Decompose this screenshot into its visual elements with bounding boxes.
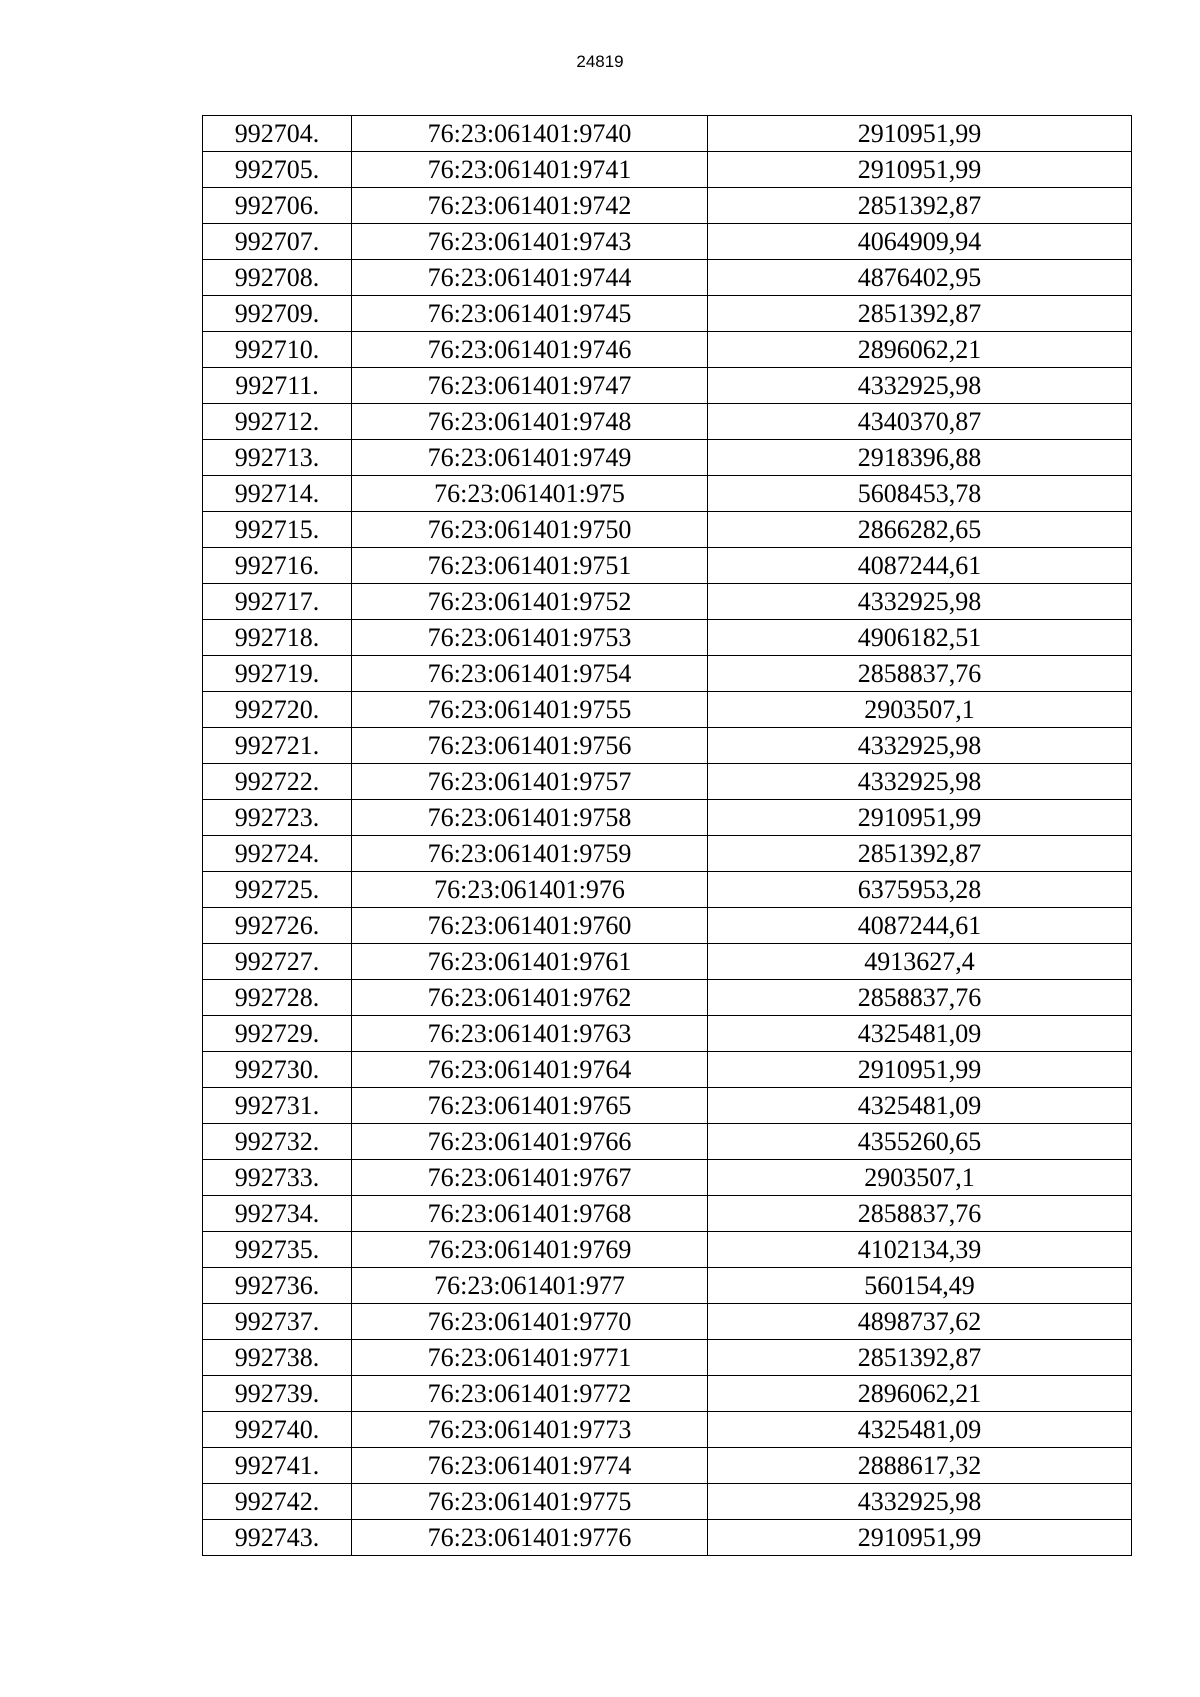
cadastral-number-cell: 76:23:061401:9755 [352,692,708,728]
value-cell: 4898737,62 [708,1304,1132,1340]
table-row [203,1232,1132,1268]
row-number-cell: 992710. [203,332,352,368]
cadastral-number-cell: 76:23:061401:9772 [352,1376,708,1412]
table-row [203,872,1132,908]
table-row [203,656,1132,692]
row-number-cell: 992742. [203,1484,352,1520]
value-cell: 4332925,98 [708,1484,1132,1520]
row-number-cell: 992708. [203,260,352,296]
cadastral-number-cell: 76:23:061401:976 [352,872,708,908]
value-cell: 4087244,61 [708,548,1132,584]
row-number-cell: 992714. [203,476,352,512]
row-number-cell: 992738. [203,1340,352,1376]
table-row [203,944,1132,980]
table-row [203,1484,1132,1520]
row-number-cell: 992731. [203,1088,352,1124]
table-row [203,368,1132,404]
cadastral-number-cell: 76:23:061401:9774 [352,1448,708,1484]
cadastral-number-cell: 76:23:061401:9766 [352,1124,708,1160]
row-number-cell: 992740. [203,1412,352,1448]
cadastral-number-cell: 76:23:061401:9757 [352,764,708,800]
table-row [203,1124,1132,1160]
value-cell: 4332925,98 [708,368,1132,404]
row-number-cell: 992743. [203,1520,352,1556]
table-row [203,404,1132,440]
cadastral-number-cell: 76:23:061401:9756 [352,728,708,764]
value-cell: 4332925,98 [708,728,1132,764]
cadastral-number-cell: 76:23:061401:9773 [352,1412,708,1448]
table-row [203,1268,1132,1304]
value-cell: 2858837,76 [708,1196,1132,1232]
value-cell: 2851392,87 [708,1340,1132,1376]
row-number-cell: 992739. [203,1376,352,1412]
cadastral-number-cell: 76:23:061401:9771 [352,1340,708,1376]
table-row [203,1016,1132,1052]
row-number-cell: 992732. [203,1124,352,1160]
value-cell: 4332925,98 [708,764,1132,800]
table-row [203,728,1132,764]
row-number-cell: 992728. [203,980,352,1016]
table-row [203,116,1132,152]
registry-table-body [203,116,1132,1556]
cadastral-number-cell: 76:23:061401:9750 [352,512,708,548]
value-cell: 2851392,87 [708,188,1132,224]
row-number-cell: 992734. [203,1196,352,1232]
cadastral-number-cell: 76:23:061401:9763 [352,1016,708,1052]
row-number-cell: 992725. [203,872,352,908]
cadastral-number-cell: 76:23:061401:9751 [352,548,708,584]
value-cell: 2858837,76 [708,656,1132,692]
row-number-cell: 992727. [203,944,352,980]
table-row [203,1340,1132,1376]
table-row [203,800,1132,836]
cadastral-number-cell: 76:23:061401:9742 [352,188,708,224]
value-cell: 2858837,76 [708,980,1132,1016]
table-row [203,152,1132,188]
value-cell: 2903507,1 [708,692,1132,728]
row-number-cell: 992729. [203,1016,352,1052]
value-cell: 2903507,1 [708,1160,1132,1196]
row-number-cell: 992726. [203,908,352,944]
value-cell: 4325481,09 [708,1412,1132,1448]
value-cell: 4340370,87 [708,404,1132,440]
value-cell: 2910951,99 [708,116,1132,152]
table-row [203,908,1132,944]
cadastral-number-cell: 76:23:061401:9770 [352,1304,708,1340]
row-number-cell: 992706. [203,188,352,224]
cadastral-number-cell: 76:23:061401:9759 [352,836,708,872]
row-number-cell: 992719. [203,656,352,692]
value-cell: 5608453,78 [708,476,1132,512]
value-cell: 2866282,65 [708,512,1132,548]
cadastral-number-cell: 76:23:061401:9761 [352,944,708,980]
row-number-cell: 992712. [203,404,352,440]
row-number-cell: 992718. [203,620,352,656]
registry-table [202,115,1132,1556]
cadastral-number-cell: 76:23:061401:9767 [352,1160,708,1196]
row-number-cell: 992733. [203,1160,352,1196]
cadastral-number-cell: 76:23:061401:9762 [352,980,708,1016]
cadastral-number-cell: 76:23:061401:9775 [352,1484,708,1520]
row-number-cell: 992707. [203,224,352,260]
table-row [203,1052,1132,1088]
row-number-cell: 992704. [203,116,352,152]
row-number-cell: 992735. [203,1232,352,1268]
table-row [203,1160,1132,1196]
value-cell: 2910951,99 [708,1052,1132,1088]
cadastral-number-cell: 76:23:061401:9746 [352,332,708,368]
row-number-cell: 992720. [203,692,352,728]
table-row [203,188,1132,224]
value-cell: 2910951,99 [708,152,1132,188]
table-row [203,1196,1132,1232]
value-cell: 4332925,98 [708,584,1132,620]
row-number-cell: 992741. [203,1448,352,1484]
cadastral-number-cell: 76:23:061401:9768 [352,1196,708,1232]
table-row [203,548,1132,584]
row-number-cell: 992715. [203,512,352,548]
value-cell: 2851392,87 [708,296,1132,332]
table-row [203,692,1132,728]
value-cell: 4325481,09 [708,1016,1132,1052]
row-number-cell: 992716. [203,548,352,584]
cadastral-number-cell: 76:23:061401:9776 [352,1520,708,1556]
table-row [203,1448,1132,1484]
row-number-cell: 992730. [203,1052,352,1088]
page-number: 24819 [576,52,624,71]
value-cell: 6375953,28 [708,872,1132,908]
cadastral-number-cell: 76:23:061401:9749 [352,440,708,476]
cadastral-number-cell: 76:23:061401:9744 [352,260,708,296]
cadastral-number-cell: 76:23:061401:975 [352,476,708,512]
value-cell: 4913627,4 [708,944,1132,980]
table-row [203,440,1132,476]
cadastral-number-cell: 76:23:061401:9754 [352,656,708,692]
cadastral-number-cell: 76:23:061401:9752 [352,584,708,620]
table-row [203,332,1132,368]
table-row [203,1376,1132,1412]
cadastral-number-cell: 76:23:061401:9740 [352,116,708,152]
value-cell: 560154,49 [708,1268,1132,1304]
table-row [203,836,1132,872]
table-row [203,1304,1132,1340]
table-row [203,260,1132,296]
cadastral-number-cell: 76:23:061401:9747 [352,368,708,404]
cadastral-number-cell: 76:23:061401:9769 [352,1232,708,1268]
value-cell: 4102134,39 [708,1232,1132,1268]
row-number-cell: 992711. [203,368,352,404]
row-number-cell: 992717. [203,584,352,620]
cadastral-number-cell: 76:23:061401:9745 [352,296,708,332]
table-row [203,1088,1132,1124]
row-number-cell: 992705. [203,152,352,188]
value-cell: 2851392,87 [708,836,1132,872]
table-row [203,620,1132,656]
row-number-cell: 992709. [203,296,352,332]
value-cell: 2918396,88 [708,440,1132,476]
row-number-cell: 992723. [203,800,352,836]
value-cell: 2896062,21 [708,332,1132,368]
cadastral-number-cell: 76:23:061401:9753 [352,620,708,656]
value-cell: 4087244,61 [708,908,1132,944]
table-row [203,980,1132,1016]
value-cell: 2896062,21 [708,1376,1132,1412]
value-cell: 4906182,51 [708,620,1132,656]
row-number-cell: 992724. [203,836,352,872]
table-row [203,1520,1132,1556]
cadastral-number-cell: 76:23:061401:9743 [352,224,708,260]
table-row [203,1412,1132,1448]
cadastral-number-cell: 76:23:061401:9758 [352,800,708,836]
cadastral-number-cell: 76:23:061401:9764 [352,1052,708,1088]
table-row [203,512,1132,548]
cadastral-number-cell: 76:23:061401:9741 [352,152,708,188]
value-cell: 2910951,99 [708,800,1132,836]
value-cell: 4876402,95 [708,260,1132,296]
value-cell: 4355260,65 [708,1124,1132,1160]
table-row [203,584,1132,620]
table-row [203,296,1132,332]
table-row [203,224,1132,260]
row-number-cell: 992713. [203,440,352,476]
row-number-cell: 992722. [203,764,352,800]
table-row [203,476,1132,512]
value-cell: 2888617,32 [708,1448,1132,1484]
value-cell: 2910951,99 [708,1520,1132,1556]
cadastral-number-cell: 76:23:061401:9748 [352,404,708,440]
cadastral-number-cell: 76:23:061401:9760 [352,908,708,944]
cadastral-number-cell: 76:23:061401:9765 [352,1088,708,1124]
row-number-cell: 992736. [203,1268,352,1304]
table-row [203,764,1132,800]
cadastral-number-cell: 76:23:061401:977 [352,1268,708,1304]
row-number-cell: 992737. [203,1304,352,1340]
value-cell: 4064909,94 [708,224,1132,260]
row-number-cell: 992721. [203,728,352,764]
value-cell: 4325481,09 [708,1088,1132,1124]
